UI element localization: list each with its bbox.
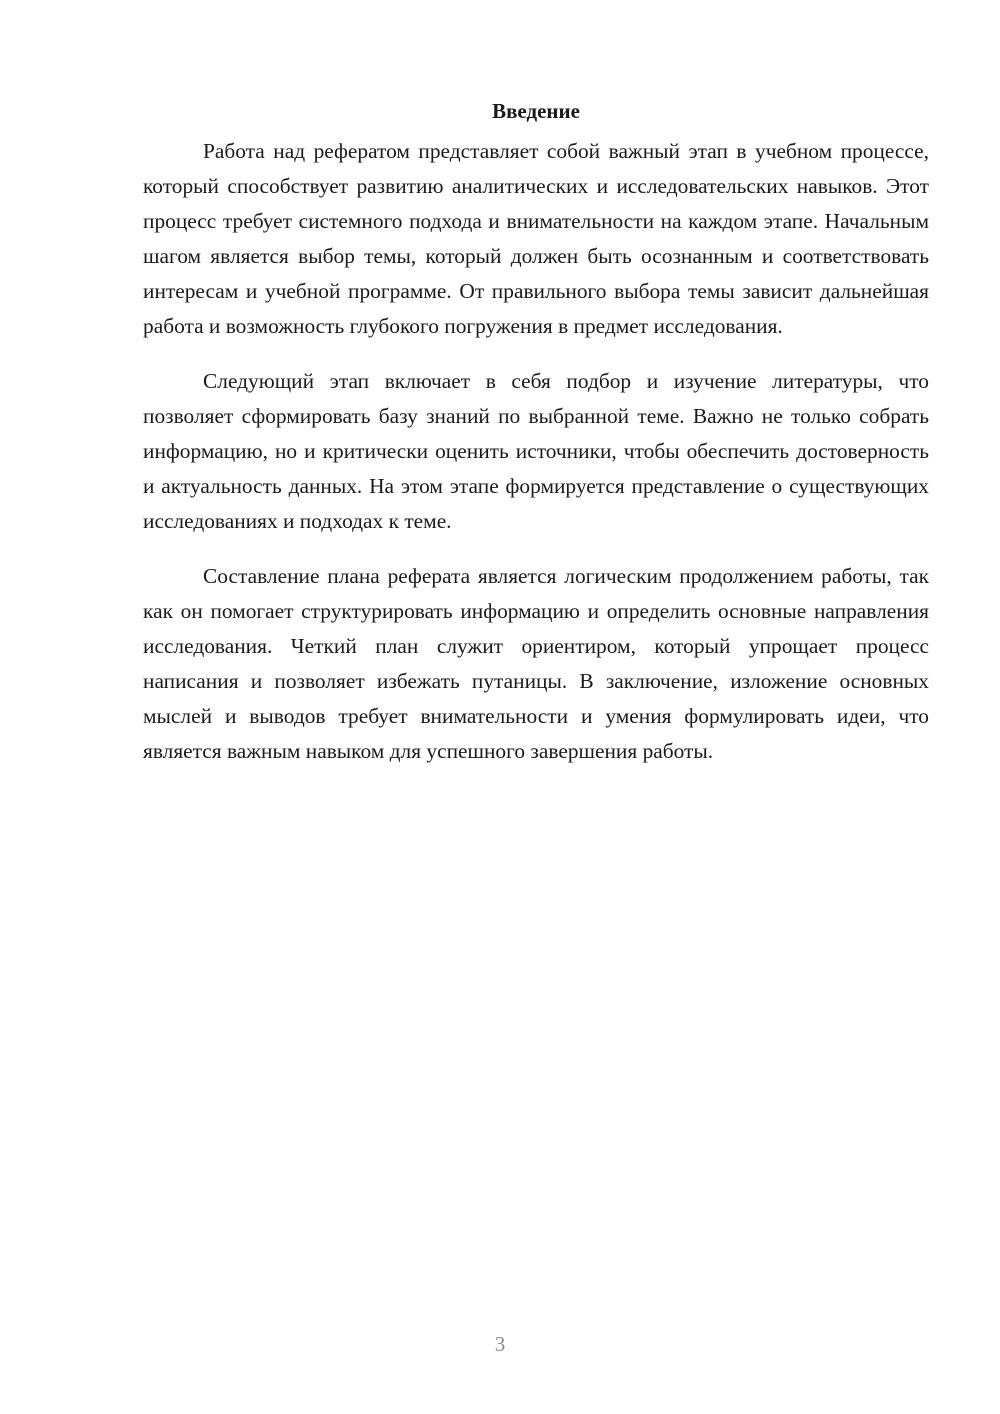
page-content — [143, 94, 929, 789]
page-number: 3 — [494, 1332, 506, 1356]
section-title: Введение — [492, 99, 580, 123]
paragraph-3: Составление плана реферата является логическим продолжением работы, так как он помогает структурировать информацию и определить основные направления исследования. Четкий план служит ориентиром, который упрощает процесс написания и позволяет избежать путаницы. В заключение, изложение основных мыслей и выводов требует внимательности и умения формулировать идеи, что является важным навыком для успешного завершения работы. — [143, 564, 929, 763]
paragraph-1: Работа над рефератом представляет собой важный этап в учебном процессе, который способствует развитию аналитических и исследовательских навыков. Этот процесс требует системного подхода и внимательности на каждом этапе. Начальным шагом является выбор темы, который должен быть осознанным и соответствовать интересам и учебной программе. От правильного выбора темы зависит дальнейшая работа и возможность глубокого погружения в предмет исследования. — [143, 139, 929, 338]
paragraph-2: Следующий этап включает в себя подбор и изучение литературы, что позволяет сформировать базу знаний по выбранной теме. Важно не только собрать информацию, но и критически оценить источники, чтобы обеспечить достоверность и актуальность данных. На этом этапе формируется представление о существующих исследованиях и подходах к теме. — [143, 369, 929, 533]
